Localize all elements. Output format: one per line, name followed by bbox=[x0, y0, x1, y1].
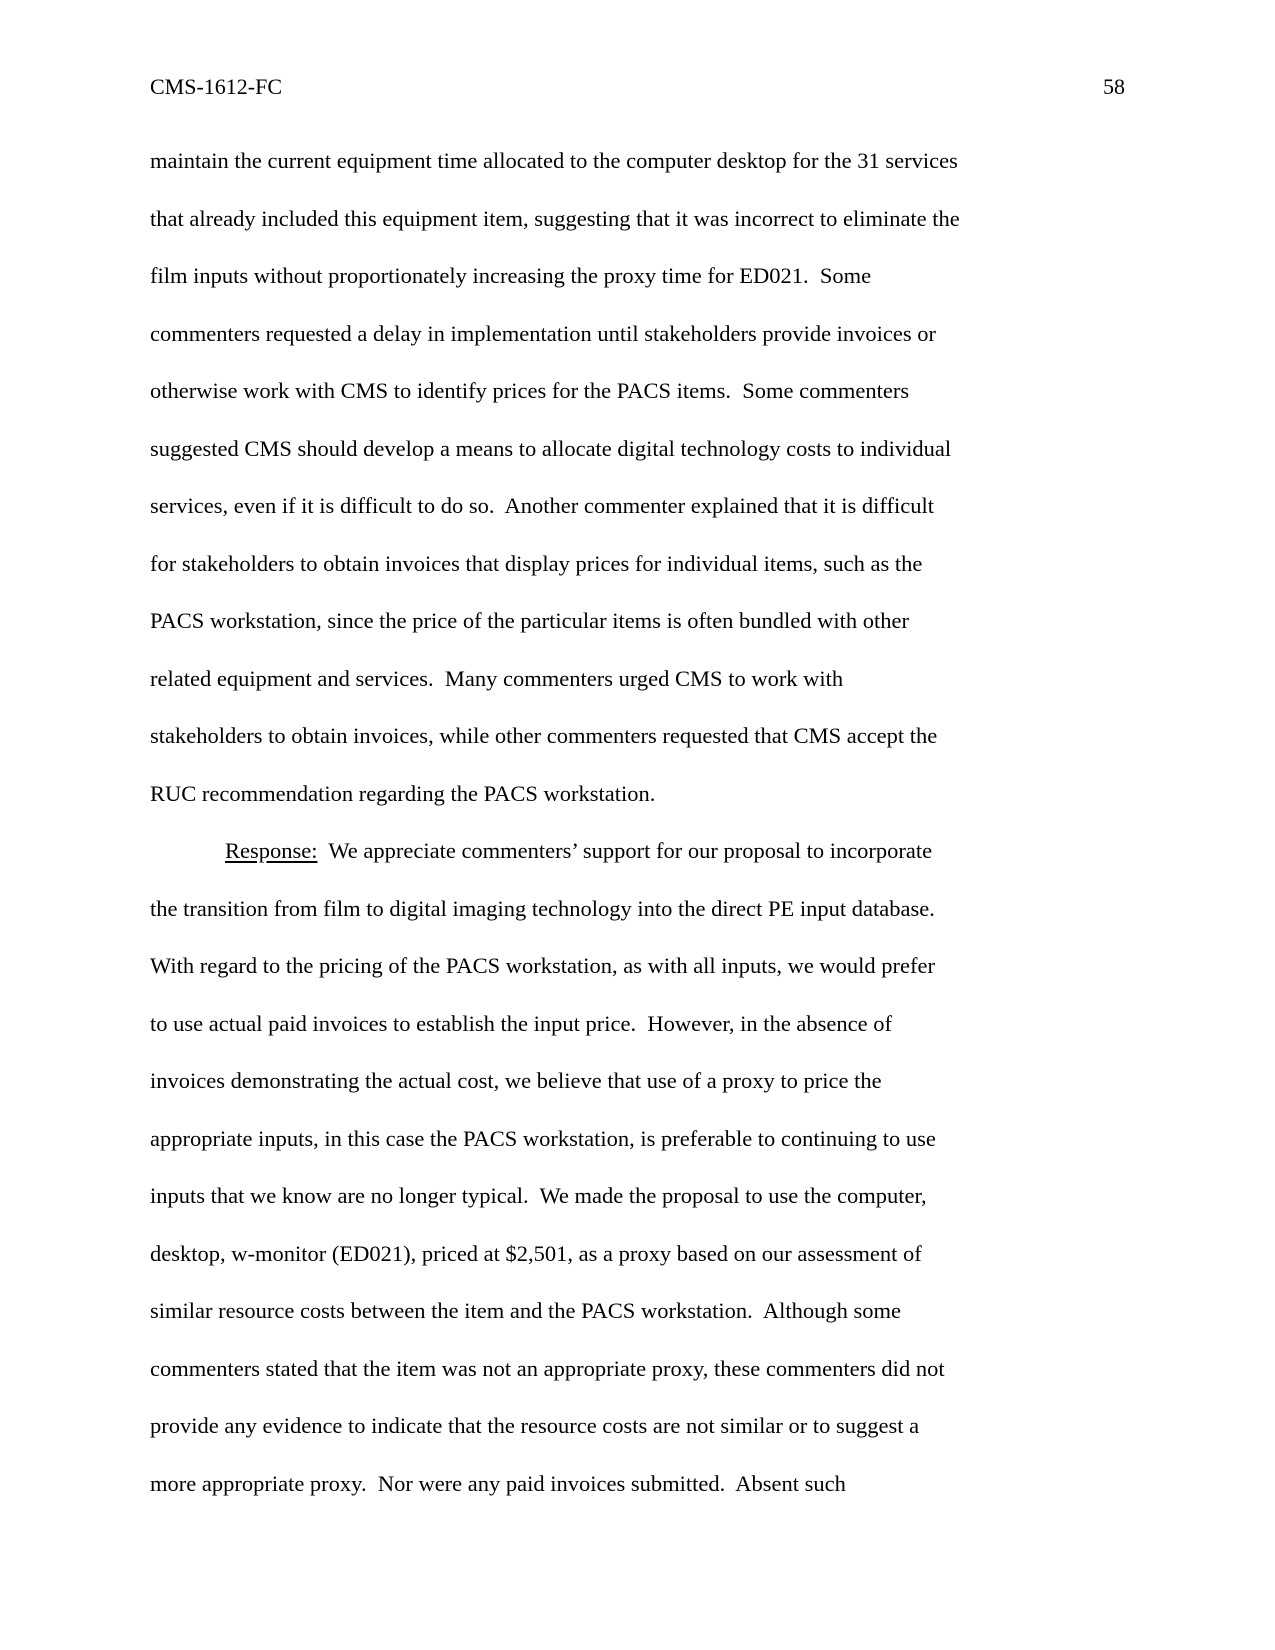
text-line: commenters requested a delay in implementation until stakeholders provide invoices or bbox=[150, 320, 937, 346]
response-first-line bbox=[150, 836, 1070, 894]
text-line: maintain the current equipment time allocated to the computer desktop for the 31 services bbox=[150, 148, 958, 173]
text-line: similar resource costs between the item and the PACS workstation. Although some bbox=[150, 1298, 901, 1323]
response-first-line-text: We appreciate commenters’ support for our proposal to incorporate bbox=[317, 838, 933, 863]
comment-paragraph bbox=[150, 146, 1070, 836]
response-paragraph bbox=[150, 836, 1070, 1526]
text-line: PACS workstation, since the price of the particular items is often bundled with other bbox=[150, 608, 910, 633]
text-line: related equipment and services. Many commenters urged CMS to work with bbox=[150, 665, 844, 691]
text-line: provide any evidence to indicate that the resource costs are not similar or to suggest a bbox=[150, 1413, 920, 1438]
text-line: With regard to the pricing of the PACS workstation, as with all inputs, we would prefer bbox=[150, 953, 936, 978]
text-line: commenters stated that the item was not an appropriate proxy, these commenters did not bbox=[150, 1355, 945, 1381]
text-line: the transition from film to digital imaging technology into the direct PE input database. bbox=[150, 895, 935, 921]
text-line: services, even if it is difficult to do so. Another commenter explained that it is difficult bbox=[150, 493, 934, 518]
text-line: suggested CMS should develop a means to allocate digital technology costs to individual bbox=[150, 435, 952, 461]
text-line: otherwise work with CMS to identify prices for the PACS items. Some commenters bbox=[150, 378, 910, 403]
text-line: more appropriate proxy. Nor were any paid invoices submitted. Absent such bbox=[150, 1470, 846, 1496]
text-line: desktop, w-monitor (ED021), priced at $2,501, as a proxy based on our assessment of bbox=[150, 1240, 922, 1266]
text-line: film inputs without proportionately increasing the proxy time for ED021. Some bbox=[150, 263, 872, 288]
document-id: CMS-1612-FC bbox=[150, 74, 283, 99]
text-line: invoices demonstrating the actual cost, we believe that use of a proxy to price the bbox=[150, 1068, 882, 1093]
text-line: stakeholders to obtain invoices, while other commenters requested that CMS accept the bbox=[150, 723, 938, 748]
text-line: to use actual paid invoices to establish the input price. However, in the absence of bbox=[150, 1010, 892, 1036]
text-line: appropriate inputs, in this case the PACS workstation, is preferable to continuing to use bbox=[150, 1125, 936, 1151]
text-line: for stakeholders to obtain invoices that display prices for individual items, such as the bbox=[150, 550, 923, 576]
response-label: Response: bbox=[225, 838, 318, 863]
text-line: RUC recommendation regarding the PACS workstation. bbox=[150, 780, 656, 806]
page-header bbox=[150, 72, 1125, 102]
text-line: inputs that we know are no longer typical. We made the proposal to use the computer, bbox=[150, 1183, 927, 1208]
page-number: 58 bbox=[1103, 74, 1125, 99]
body-text bbox=[150, 146, 1070, 1526]
text-line: that already included this equipment item, suggesting that it was incorrect to eliminate the bbox=[150, 205, 960, 231]
